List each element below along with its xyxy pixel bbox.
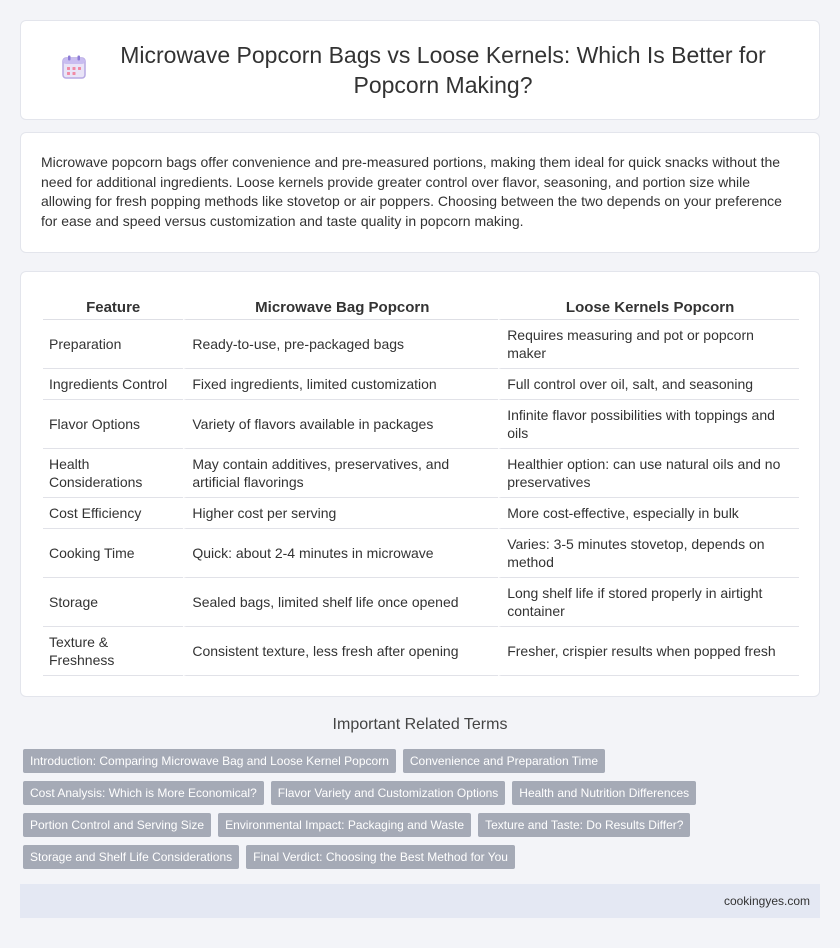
table-cell: Consistent texture, less fresh after opening [183,627,498,676]
table-cell: Fixed ingredients, limited customization [183,369,498,400]
footer [20,884,820,918]
table-row [43,449,799,498]
table-cell: Sealed bags, limited shelf life once opened [183,578,498,627]
related-term-tag[interactable]: Convenience and Preparation Time [403,749,605,773]
table-header-row [43,294,799,320]
intro-paragraph: Microwave popcorn bags offer convenience and pre-measured portions, making them ideal for quick snacks without the need for additional ingredients. Loose kernels provide greater control over flavor, seasoning, and portion size while allowing for fresh popping methods like stovetop or air poppers. Choosing between the two depends on your preference for ease and speed versus customization and taste quality in popcorn making. [41,154,782,229]
related-terms-list [23,749,823,877]
tag-row [23,813,823,837]
related-term-tag[interactable]: Storage and Shelf Life Considerations [23,845,239,869]
table-cell: Storage [43,578,183,627]
related-term-tag[interactable]: Cost Analysis: Which is More Economical? [23,781,264,805]
table-cell: Texture & Freshness [43,627,183,676]
related-term-tag[interactable]: Health and Nutrition Differences [512,781,696,805]
table-cell: Infinite flavor possibilities with toppings and oils [498,400,799,449]
table-cell: Ingredients Control [43,369,183,400]
table-cell: Preparation [43,320,183,369]
header-microwave-bag: Microwave Bag Popcorn [183,294,498,320]
tag-row [23,845,823,869]
related-term-tag[interactable]: Introduction: Comparing Microwave Bag and Loose Kernel Popcorn [23,749,396,773]
table-cell: Health Considerations [43,449,183,498]
table-cell: Quick: about 2-4 minutes in microwave [183,529,498,578]
table-cell: Fresher, crispier results when popped fresh [498,627,799,676]
table-row [43,400,799,449]
related-term-tag[interactable]: Final Verdict: Choosing the Best Method for You [246,845,515,869]
comparison-table [43,294,799,676]
table-cell: Variety of flavors available in packages [183,400,498,449]
intro-card [20,132,820,253]
tag-row [23,781,823,805]
table-cell: May contain additives, preservatives, and artificial flavorings [183,449,498,498]
tag-row [23,749,823,773]
page-title: Microwave Popcorn Bags vs Loose Kernels: Which Is Better for Popcorn Making? [120,42,766,98]
table-cell: Higher cost per serving [183,498,498,529]
table-cell: Cooking Time [43,529,183,578]
calendar-icon [61,54,87,80]
table-cell: Requires measuring and pot or popcorn maker [498,320,799,369]
footer-site-name[interactable]: cookingyes.com [723,894,810,908]
table-row [43,369,799,400]
header-loose-kernels: Loose Kernels Popcorn [498,294,799,320]
table-cell: Flavor Options [43,400,183,449]
title-card [20,20,820,120]
related-term-tag[interactable]: Environmental Impact: Packaging and Waste [218,813,471,837]
table-cell: More cost-effective, especially in bulk [498,498,799,529]
table-row [43,529,799,578]
related-term-tag[interactable]: Portion Control and Serving Size [23,813,211,837]
table-cell: Full control over oil, salt, and seasoning [498,369,799,400]
table-cell: Cost Efficiency [43,498,183,529]
table-cell: Healthier option: can use natural oils and no preservatives [498,449,799,498]
table-cell: Long shelf life if stored properly in airtight container [498,578,799,627]
table-row [43,498,799,529]
table-cell: Varies: 3-5 minutes stovetop, depends on method [498,529,799,578]
related-term-tag[interactable]: Texture and Taste: Do Results Differ? [478,813,690,837]
comparison-table-card [20,271,820,697]
related-terms-heading: Important Related Terms [332,716,508,733]
table-row [43,320,799,369]
header-feature: Feature [43,294,183,320]
table-cell: Ready-to-use, pre-packaged bags [183,320,498,369]
table-row [43,627,799,676]
table-row [43,578,799,627]
related-term-tag[interactable]: Flavor Variety and Customization Options [271,781,506,805]
